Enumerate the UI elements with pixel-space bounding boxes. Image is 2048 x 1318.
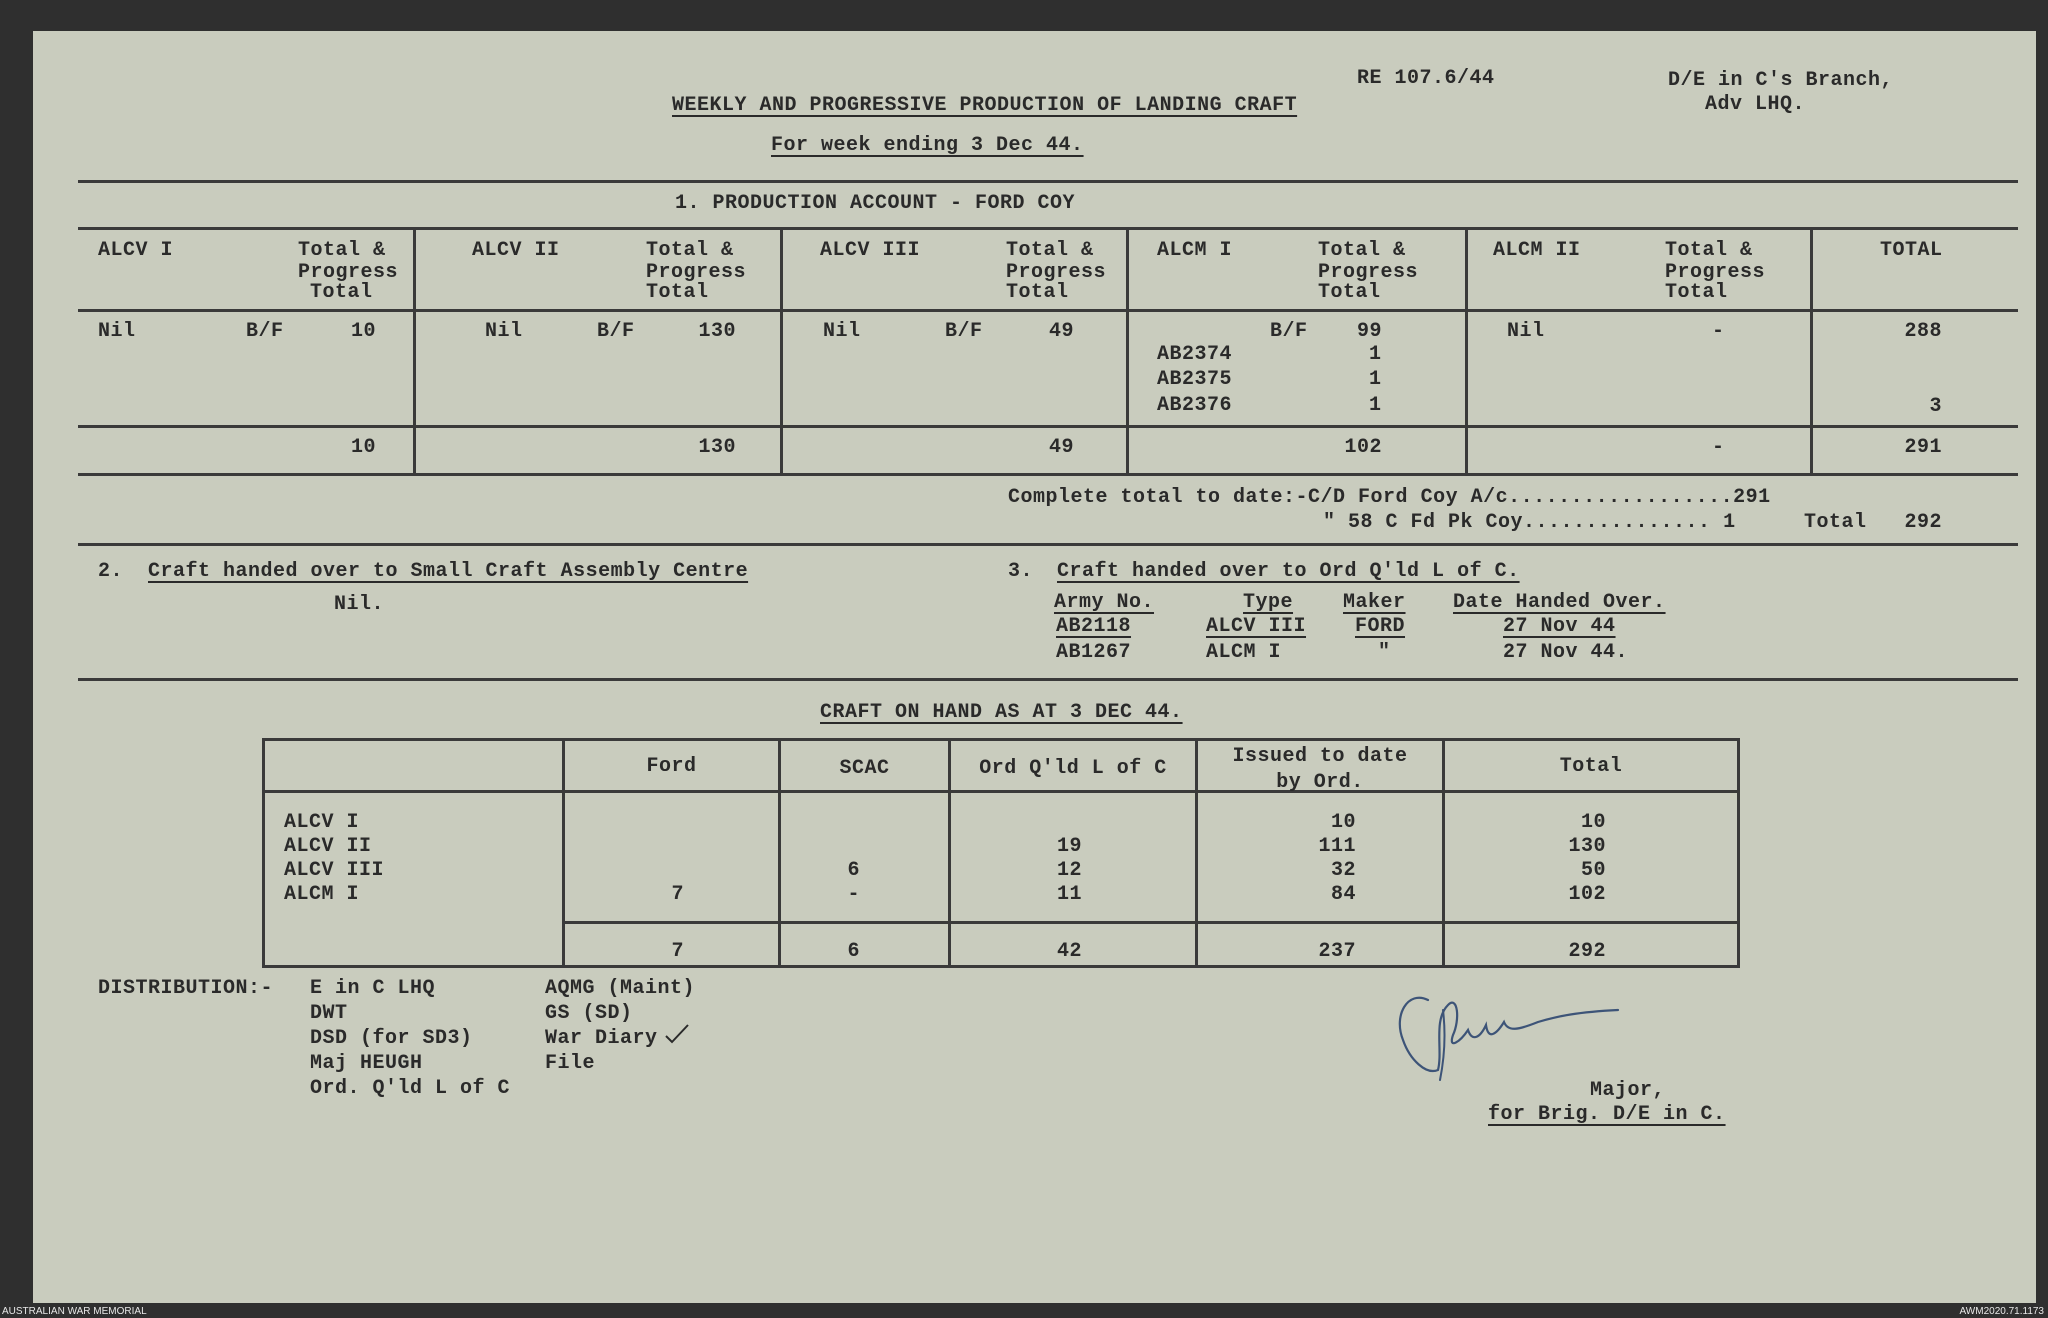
header-total: TOTAL (1880, 239, 1943, 262)
section-3-header-maker: Maker (1343, 591, 1406, 614)
craft-on-hand-heading: CRAFT ON HAND AS AT 3 DEC 44. (820, 701, 1183, 724)
distribution-item: Ord. Q'ld L of C (310, 1077, 511, 1100)
section-3-date: 27 Nov 44 (1503, 615, 1616, 638)
grand-total-value: 292 (1904, 511, 1942, 534)
hand-row-name: ALCV III (284, 859, 385, 882)
header-total-progress: Total (1665, 281, 1728, 304)
hand-header-ord: Ord Q'ld L of C (979, 757, 1167, 780)
header-total-progress: Progress (298, 261, 399, 284)
column-rule (1737, 738, 1740, 968)
alcv-2-nil: Nil (485, 320, 523, 343)
alcv-1-bf-value: 10 (350, 320, 376, 343)
hand-row-total: 50 (1580, 859, 1606, 882)
section-3-heading: Craft handed over to Ord Q'ld L of C. (1057, 560, 1520, 583)
hand-row-issued: 32 (1330, 859, 1356, 882)
distribution-item: AQMG (Maint) (545, 977, 696, 1000)
alcm-1-army-no: AB2374 (1157, 343, 1233, 366)
hand-row-total: 102 (1568, 883, 1606, 906)
divider (78, 678, 2018, 681)
header-total-progress: Progress (1006, 261, 1107, 284)
hand-header-total: Total (1559, 755, 1623, 778)
complete-total-line-2: " 58 C Fd Pk Coy............... 1 (1323, 511, 1736, 534)
header-total-progress: Total & (298, 239, 386, 262)
header-alcv-1: ALCV I (98, 239, 174, 262)
header-total-progress: Progress (646, 261, 747, 284)
signatory-rank: Major, (1590, 1079, 1666, 1102)
section-3-army-no: AB2118 (1056, 615, 1132, 638)
header-total-progress: Total (646, 281, 709, 304)
hand-table-bottom-rule (262, 965, 1740, 968)
alcv-3-bf-label: B/F (945, 320, 983, 343)
alcm-1-army-no: AB2376 (1157, 394, 1233, 417)
alcm-1-army-no: AB2375 (1157, 368, 1233, 391)
divider (78, 180, 2018, 183)
alcm-2-dash: - (1712, 320, 1725, 343)
hand-total-scac: 6 (847, 940, 860, 963)
total-bf-value: 288 (1904, 320, 1942, 343)
hand-row-scac: 6 (847, 859, 860, 882)
section-3-maker: FORD (1355, 615, 1406, 638)
section-3-header-date: Date Handed Over. (1453, 591, 1666, 614)
section-3-header-type: Type (1243, 591, 1294, 614)
reference-number: RE 107.6/44 (1357, 67, 1495, 90)
total-alcv-2: 130 (698, 436, 736, 459)
table-bottom-rule (78, 473, 2018, 476)
hand-row-issued: 10 (1330, 811, 1356, 834)
hand-row-ford: 7 (671, 883, 684, 906)
total-alcm-2: - (1712, 436, 1725, 459)
alcv-2-bf-value: 130 (698, 320, 736, 343)
total-week-value: 3 (1929, 395, 1942, 418)
column-rule (1126, 227, 1129, 473)
header-total-progress: Total (310, 281, 373, 304)
header-alcm-1: ALCM I (1157, 239, 1233, 262)
hand-total-ford: 7 (671, 940, 684, 963)
signatory-for: for Brig. D/E in C. (1488, 1103, 1726, 1126)
hand-row-total: 10 (1580, 811, 1606, 834)
distribution-item: File (545, 1052, 596, 1075)
header-total-progress: Total & (1318, 239, 1406, 262)
hand-header-scac: SCAC (839, 757, 890, 780)
hand-row-name: ALCV I (284, 811, 360, 834)
total-alcv-1: 10 (350, 436, 376, 459)
hand-row-scac: - (847, 883, 860, 906)
hand-header-issued: Issued to date (1232, 745, 1408, 768)
divider (78, 543, 2018, 546)
table-top-rule (78, 227, 2018, 230)
hand-row-issued: 111 (1318, 835, 1356, 858)
alcm-1-bf-value: 99 (1356, 320, 1382, 343)
section-2-heading: Craft handed over to Small Craft Assembly Centre (148, 560, 749, 583)
document-subtitle: For week ending 3 Dec 44. (771, 134, 1084, 157)
column-rule (780, 227, 783, 473)
header-total-progress: Total & (1665, 239, 1753, 262)
section-3-maker: " (1378, 641, 1391, 664)
total-alcm-1: 102 (1344, 436, 1382, 459)
distribution-item: DWT (310, 1002, 348, 1025)
hand-row-ord: 11 (1056, 883, 1082, 906)
document-title: WEEKLY AND PROGRESSIVE PRODUCTION OF LANDING CRAFT (672, 94, 1298, 117)
header-alcv-3: ALCV III (820, 239, 921, 262)
distribution-item: Maj HEUGH (310, 1052, 423, 1075)
hand-table-top-rule (262, 738, 1740, 741)
hand-table-totals-rule (562, 921, 1740, 924)
column-rule (413, 227, 416, 473)
archive-credit: AUSTRALIAN WAR MEMORIAL (2, 1306, 147, 1317)
section-2-number: 2. (98, 560, 124, 583)
archive-reference: AWM2020.71.1173 (1959, 1306, 2044, 1317)
section-3-header-army-no: Army No. (1054, 591, 1155, 614)
hand-row-ord: 19 (1056, 835, 1082, 858)
header-total-progress: Progress (1318, 261, 1419, 284)
alcm-1-qty: 1 (1369, 394, 1382, 417)
distribution-label: DISTRIBUTION:- (98, 977, 274, 1000)
header-alcv-2: ALCV II (472, 239, 560, 262)
column-rule (1465, 227, 1468, 473)
column-rule (262, 738, 265, 968)
document-page (33, 31, 2036, 1303)
section-3-type: ALCV III (1206, 615, 1307, 638)
alcv-1-bf-label: B/F (246, 320, 284, 343)
header-total-progress: Total (1318, 281, 1381, 304)
distribution-item: War Diary (545, 1027, 658, 1050)
hand-row-name: ALCV II (284, 835, 372, 858)
alcv-1-nil: Nil (98, 320, 136, 343)
hand-row-ord: 12 (1056, 859, 1082, 882)
header-total-progress: Total (1006, 281, 1069, 304)
header-total-progress: Total & (1006, 239, 1094, 262)
hand-total-ord: 42 (1056, 940, 1082, 963)
header-total-progress: Total & (646, 239, 734, 262)
section-3-date: 27 Nov 44. (1503, 641, 1629, 664)
section-3-type: ALCM I (1206, 641, 1282, 664)
alcv-3-nil: Nil (823, 320, 861, 343)
column-rule (1810, 227, 1813, 473)
hand-row-issued: 84 (1330, 883, 1356, 906)
total-alcv-3: 49 (1048, 436, 1074, 459)
hand-table-header-rule (262, 790, 1740, 793)
branch-line-1: D/E in C's Branch, (1668, 69, 1894, 92)
complete-total-line-1: Complete total to date:-C/D Ford Coy A/c..................291 (1008, 486, 1771, 509)
section-3-army-no: AB1267 (1056, 641, 1132, 664)
alcv-3-bf-value: 49 (1048, 320, 1074, 343)
branch-line-2: Adv LHQ. (1705, 93, 1806, 116)
hand-total-total: 292 (1568, 940, 1606, 963)
hand-row-total: 130 (1568, 835, 1606, 858)
checkmark-icon (664, 1022, 690, 1046)
alcm-1-qty: 1 (1369, 343, 1382, 366)
hand-total-issued: 237 (1318, 940, 1356, 963)
alcm-1-bf-label: B/F (1270, 320, 1308, 343)
section-2-value: Nil. (334, 593, 385, 616)
alcm-2-nil: Nil (1507, 320, 1545, 343)
section-3-number: 3. (1008, 560, 1034, 583)
alcv-2-bf-label: B/F (597, 320, 635, 343)
header-total-progress: Progress (1665, 261, 1766, 284)
total-total: 291 (1904, 436, 1942, 459)
hand-header-issued: by Ord. (1276, 771, 1364, 794)
distribution-item: E in C LHQ (310, 977, 436, 1000)
hand-row-name: ALCM I (284, 883, 360, 906)
header-alcm-2: ALCM II (1493, 239, 1581, 262)
hand-header-ford: Ford (646, 755, 697, 778)
distribution-item: GS (SD) (545, 1002, 633, 1025)
grand-total-label: Total (1804, 511, 1867, 534)
table-header-rule (78, 309, 2018, 312)
table-totals-rule (78, 425, 2018, 428)
distribution-item: DSD (for SD3) (310, 1027, 473, 1050)
alcm-1-qty: 1 (1369, 368, 1382, 391)
section-1-heading: 1. PRODUCTION ACCOUNT - FORD COY (675, 192, 1076, 215)
